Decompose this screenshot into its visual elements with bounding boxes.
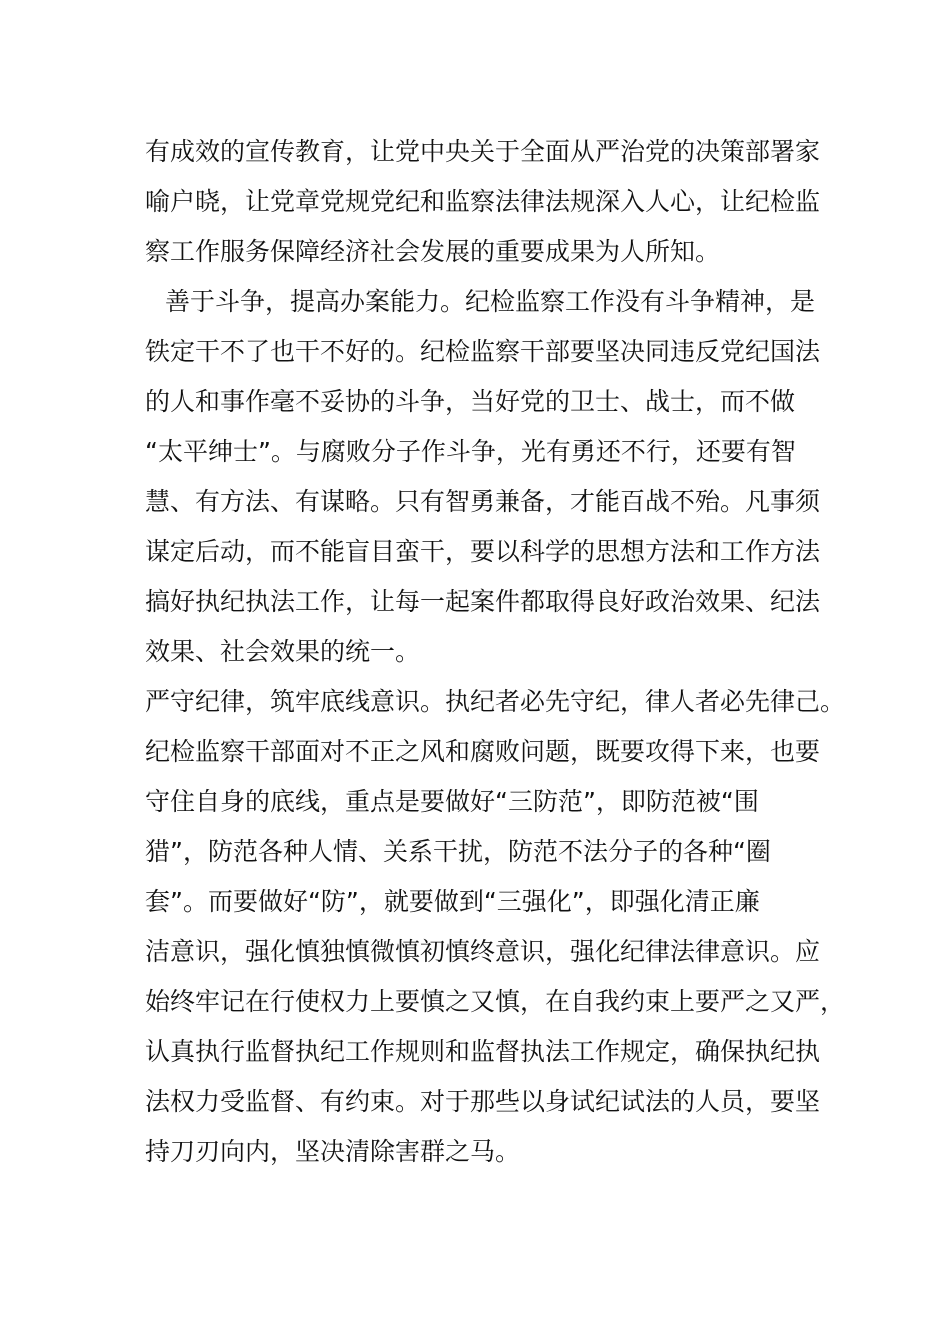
paragraph-1-line-3: 察工作服务保障经济社会发展的重要成果为人所知。 (145, 237, 721, 266)
paragraph-1-line-2: 喻户晓，让党章党规党纪和监察法律法规深入人心，让纪检监 (145, 187, 821, 216)
paragraph-3-line-5: 套”。而要做好“防”，就要做到“三强化”，即强化清正廉 (145, 887, 760, 916)
paragraph-2-line-3: 的人和事作毫不妥协的斗争，当好党的卫士、战士，而不做 (145, 387, 796, 416)
paragraph-3-line-1: 严守纪律，筑牢底线意识。执纪者必先守纪，律人者必先律己。 (145, 687, 846, 716)
paragraph-3-line-2: 纪检监察干部面对不正之风和腐败问题，既要攻得下来，也要 (145, 737, 821, 766)
paragraph-2-line-6: 谋定后动，而不能盲目蛮干，要以科学的思想方法和工作方法 (145, 537, 821, 566)
paragraph-2-line-5: 慧、有方法、有谋略。只有智勇兼备，才能百战不殆。凡事须 (145, 487, 821, 516)
paragraph-2-line-1: 善于斗争，提高办案能力。纪检监察工作没有斗争精神，是 (165, 287, 816, 316)
paragraph-3-line-7: 始终牢记在行使权力上要慎之又慎，在自我约束上要严之又严， (145, 987, 846, 1016)
paragraph-3-line-4: 猎”，防范各种人情、关系干扰，防范不法分子的各种“圈 (145, 837, 771, 866)
paragraph-3-line-8: 认真执行监督执纪工作规则和监督执法工作规定，确保执纪执 (145, 1037, 821, 1066)
paragraph-3-line-9: 法权力受监督、有约束。对于那些以身试纪试法的人员，要坚 (145, 1087, 821, 1116)
paragraph-3-line-6: 洁意识，强化慎独慎微慎初慎终意识，强化纪律法律意识。应 (145, 937, 821, 966)
paragraph-2-line-4: “太平绅士”。与腐败分子作斗争，光有勇还不行，还要有智 (145, 437, 796, 466)
paragraph-2-line-7: 搞好执纪执法工作，让每一起案件都取得良好政治效果、纪法 (145, 587, 821, 616)
paragraph-3-line-10: 持刀刃向内，坚决清除害群之马。 (145, 1137, 521, 1166)
paragraph-2-line-8: 效果、社会效果的统一。 (145, 637, 421, 666)
paragraph-3-line-3: 守住自身的底线，重点是要做好“三防范”，即防范被“围 (145, 787, 759, 816)
paragraph-2-line-2: 铁定干不了也干不好的。纪检监察干部要坚决同违反党纪国法 (145, 337, 821, 366)
paragraph-1-line-1: 有成效的宣传教育，让党中央关于全面从严治党的决策部署家 (145, 137, 821, 166)
